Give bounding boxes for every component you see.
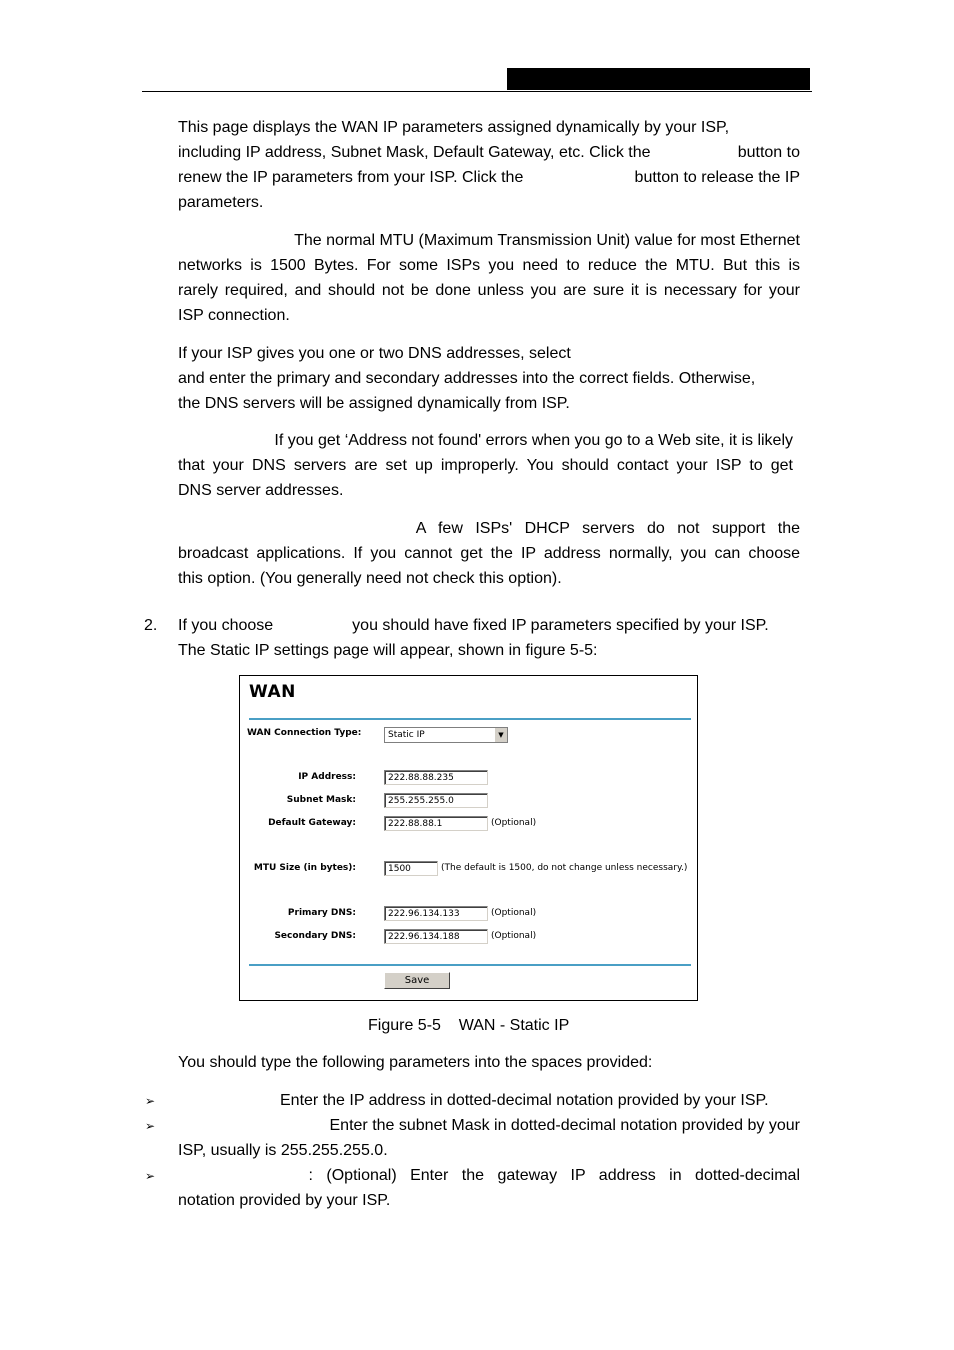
text-span: renew the IP parameters from your ISP. Click the xyxy=(178,169,524,186)
text-line: The normal MTU (Maximum Transmission Unit) value for most Ethernet xyxy=(294,232,800,249)
bullet-default-gateway xyxy=(178,1163,800,1213)
text-line: ISP, usually is 255.255.255.0. xyxy=(178,1142,388,1159)
text-line: and enter the primary and secondary addresses into the correct fields. Otherwise, xyxy=(178,370,756,387)
text-span: including IP address, Subnet Mask, Default Gateway, etc. Click the xyxy=(178,144,651,161)
divider xyxy=(249,964,691,966)
text-line xyxy=(178,613,800,638)
primary-dns-input[interactable]: 222.96.134.133 xyxy=(384,906,488,921)
text-span: you should have fixed IP parameters specified by your ISP. xyxy=(352,617,769,634)
bullet-subnet-mask xyxy=(178,1113,800,1163)
text-line: The Static IP settings page will appear, shown in figure 5-5: xyxy=(178,642,598,659)
subnet-mask-label: Subnet Mask: xyxy=(286,795,356,805)
secondary-dns-label: Secondary DNS: xyxy=(274,931,356,941)
bullet-ip-address xyxy=(178,1088,800,1113)
header-bar xyxy=(507,68,810,90)
figure-caption: Figure 5-5 WAN - Static IP xyxy=(368,1017,570,1034)
paragraph-instructions: You should type the following parameters into the spaces provided: xyxy=(178,1054,653,1071)
paragraph-mtu xyxy=(178,228,800,328)
bullet-icon: ➢ xyxy=(145,1169,156,1183)
optional-note: (Optional) xyxy=(491,818,537,828)
ip-address-label: IP Address: xyxy=(298,772,356,782)
text-line: If you get ‘Address not found' errors when you go to a Web site, it is likely xyxy=(274,432,793,449)
mtu-note: (The default is 1500, do not change unless necessary.) xyxy=(441,863,688,873)
chevron-down-icon[interactable]: ▼ xyxy=(494,728,507,742)
text-span: Enter the IP address in dotted-decimal notation provided by your ISP. xyxy=(280,1092,769,1109)
save-button[interactable]: Save xyxy=(384,972,450,989)
connection-type-select[interactable] xyxy=(384,727,508,743)
text-line: parameters. xyxy=(178,194,264,211)
paragraph-dns xyxy=(178,341,800,416)
text-line: broadcast applications. If you cannot get the IP address normally, you can choose xyxy=(178,545,800,562)
ip-address-input[interactable]: 222.88.88.235 xyxy=(384,770,488,785)
paragraph-dns-note xyxy=(178,428,793,503)
text-span: button to xyxy=(737,144,800,161)
connection-type-label: WAN Connection Type: xyxy=(247,728,362,738)
paragraph-dynamic-ip xyxy=(178,115,800,215)
select-value: Static IP xyxy=(388,730,425,740)
text-span: If you choose xyxy=(178,617,274,634)
secondary-dns-input[interactable]: 222.96.134.188 xyxy=(384,929,488,944)
text-line xyxy=(178,140,800,165)
header-rule xyxy=(142,91,812,92)
divider xyxy=(249,718,691,720)
default-gateway-label: Default Gateway: xyxy=(268,818,356,828)
text-line: this option. (You generally need not check this option). xyxy=(178,570,562,587)
mtu-size-label: MTU Size (in bytes): xyxy=(253,863,356,873)
text-line: : (Optional) Enter the gateway IP address in dotted-decimal xyxy=(308,1167,800,1184)
figure-title: WAN xyxy=(249,682,296,702)
paragraph-static-ip xyxy=(178,613,800,663)
text-line: If your ISP gives you one or two DNS addresses, select xyxy=(178,345,571,362)
text-line: A few ISPs' DHCP servers do not support the xyxy=(415,520,800,537)
text-line: networks is 1500 Bytes. For some ISPs you need to reduce the MTU. But this is xyxy=(178,257,800,274)
text-line xyxy=(178,165,800,190)
default-gateway-input[interactable]: 222.88.88.1 xyxy=(384,816,488,831)
paragraph-unicast xyxy=(178,516,800,591)
optional-note: (Optional) xyxy=(491,931,537,941)
bullet-icon: ➢ xyxy=(145,1119,156,1133)
optional-note: (Optional) xyxy=(491,908,537,918)
wan-settings-figure xyxy=(239,675,698,1001)
text-line: This page displays the WAN IP parameters assigned dynamically by your ISP, xyxy=(178,119,730,136)
text-line: that your DNS servers are set up improperly. You should contact your ISP to get xyxy=(178,457,793,474)
subnet-mask-input[interactable]: 255.255.255.0 xyxy=(384,793,488,808)
text-span: button to release the IP xyxy=(634,169,800,186)
text-line: ISP connection. xyxy=(178,307,290,324)
text-line: rarely required, and should not be done unless you are sure it is necessary for your xyxy=(178,282,800,299)
mtu-size-input[interactable]: 1500 xyxy=(384,861,438,876)
text-line: Enter the subnet Mask in dotted-decimal notation provided by your xyxy=(329,1117,800,1134)
primary-dns-label: Primary DNS: xyxy=(287,908,356,918)
text-line: notation provided by your ISP. xyxy=(178,1192,391,1209)
text-line: DNS server addresses. xyxy=(178,482,344,499)
bullet-icon: ➢ xyxy=(145,1094,156,1108)
text-line: the DNS servers will be assigned dynamically from ISP. xyxy=(178,395,570,412)
list-number: 2. xyxy=(144,617,158,634)
